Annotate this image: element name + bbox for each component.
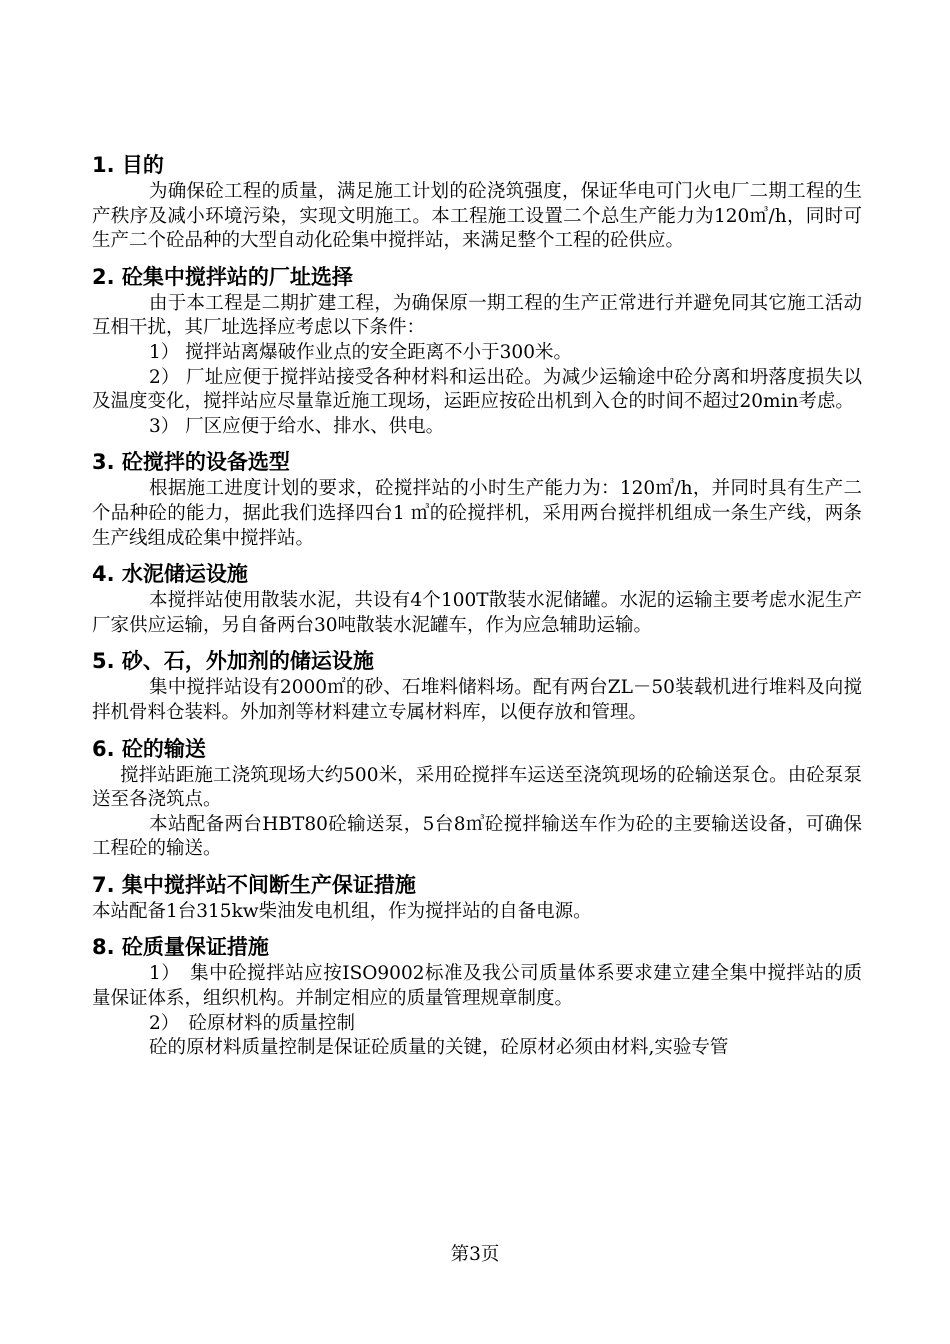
section-heading-7: 7. 集中搅拌站不间断生产保证措施 [92, 872, 416, 897]
list-item: 3） 厂区应便于给水、排水、供电。 [149, 415, 445, 437]
section-heading-3: 3. 砼搅拌的设备选型 [92, 450, 290, 475]
section-heading-5: 5. 砂、石，外加剂的储运设施 [92, 649, 374, 674]
paragraph: 本搅拌站使用散装水泥，共设有4个100T散装水泥储罐。水泥的运输主要考虑水泥生产厂家供应运输，另自备两台30吨散装水泥罐车，作为应急辅助运输。 [92, 590, 862, 636]
list-item: 1） 集中砼搅拌站应按ISO9002标准及我公司质量体系要求建立建全集中搅拌站的质量保证体系，组织机构。并制定相应的质量管理规章制度。 [92, 963, 862, 1010]
paragraph: 本站配备两台HBT80砼输送泵，5台8㎥砼搅拌输送车作为砼的主要输送设备，可确保工程砼的输送。 [92, 813, 862, 860]
section-heading-1: 1. 目的 [92, 153, 164, 177]
paragraph: 集中搅拌站设有2000㎡的砂、石堆料储料场。配有两台ZL－50装载机进行堆料及向搅拌机骨料仓装料。外加剂等材料建立专属材料库，以便存放和管理。 [92, 677, 862, 723]
paragraph: 搅拌站距施工浇筑现场大约500米，采用砼搅拌车运送至浇筑现场的砼输送泵仓。由砼泵泵送至各浇筑点。 [92, 764, 862, 811]
list-item: 1） 搅拌站离爆破作业点的安全距离不小于300米。 [149, 341, 572, 363]
paragraph: 本站配备1台315kw柴油发电机组，作为搅拌站的自备电源。 [92, 900, 592, 922]
paragraph: 为确保砼工程的质量，满足施工计划的砼浇筑强度，保证华电可门火电厂二期工程的生产秩序及减小环境污染，实现文明施工。本工程施工设置二个总生产能力为120㎥/h，同时可生产二个砼品种的大型自动化砼集中搅拌站，来满足整个工程的砼供应。 [92, 181, 862, 252]
paragraph: 根据施工进度计划的要求，砼搅拌站的小时生产能力为：120㎥/h，并同时具有生产二个品种砼的能力，据此我们选择四台1 ㎥的砼搅拌机，采用两台搅拌机组成一条生产线，两条生产线组成砼集中搅拌站。 [92, 478, 862, 549]
paragraph: 砼的原材料质量控制是保证砼质量的关键，砼原材必须由材料,实验专管 [149, 1037, 729, 1059]
page-number: 第3页 [450, 1244, 500, 1265]
section-heading-4: 4. 水泥储运设施 [92, 562, 248, 587]
document-body [92, 150, 862, 1061]
section-heading-8: 8. 砼质量保证措施 [92, 935, 269, 960]
section-heading-6: 6. 砼的输送 [92, 736, 206, 761]
paragraph: 由于本工程是二期扩建工程，为确保原一期工程的生产正常进行并避免同其它施工活动互相干扰，其厂址选择应考虑以下条件： [92, 292, 862, 339]
list-item: 2） 厂址应便于搅拌站接受各种材料和运出砼。为减少运输途中砼分离和坍落度损失以及温度变化，搅拌站应尽量靠近施工现场，运距应按砼出机到入仓的时间不超过20min考虑。 [92, 366, 862, 413]
section-heading-2: 2. 砼集中搅拌站的厂址选择 [92, 264, 353, 289]
list-item: 2） 砼原材料的质量控制 [149, 1012, 356, 1034]
